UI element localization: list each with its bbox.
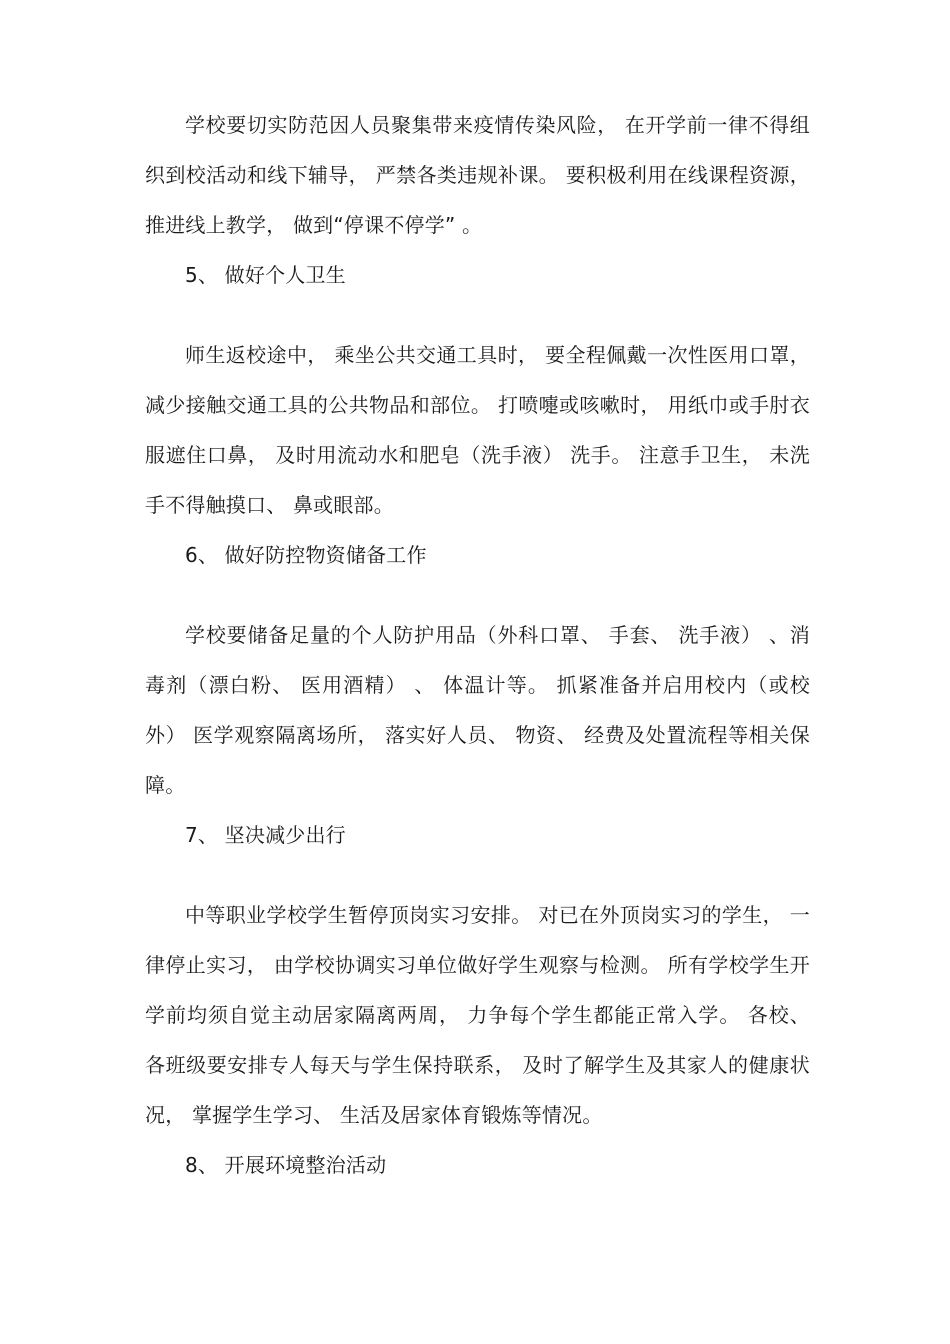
heading-environment-cleanup: 8、 开展环境整治活动 [185, 1153, 387, 1177]
heading-reduce-travel: 7、 坚决减少出行 [185, 823, 346, 847]
paragraph-personal-hygiene: 师生返校途中， 乘坐公共交通工具时， 要全程佩戴一次性医用口罩， 减少接触交通工具的公共物品和部位。 打喷嚏或咳嗽时， 用纸巾或手肘衣服遮住口鼻， 及时用流动水和肥皂（洗手液） 洗手。 注意手卫生， 未洗手不得触摸口、 鼻或眼部。 [145, 343, 810, 517]
document-body [145, 100, 810, 1190]
heading-supplies-reserve: 6、 做好防控物资储备工作 [185, 543, 427, 567]
paragraph-online-teaching: 学校要切实防范因人员聚集带来疫情传染风险， 在开学前一律不得组织到校活动和线下辅导， 严禁各类违规补课。 要积极利用在线课程资源， 推进线上教学， 做到“停课不停学” 。 [145, 113, 810, 237]
paragraph-supplies-reserve: 学校要储备足量的个人防护用品（外科口罩、 手套、 洗手液） 、消毒剂（漂白粉、 医用酒精） 、 体温计等。 抓紧准备并启用校内（或校外） 医学观察隔离场所， 落实好人员、 物资、 经费及处置流程等相关保障。 [145, 623, 810, 797]
spacer [145, 300, 810, 330]
spacer [145, 580, 810, 610]
heading-personal-hygiene: 5、 做好个人卫生 [185, 263, 346, 287]
paragraph-reduce-travel: 中等职业学校学生暂停顶岗实习安排。 对已在外顶岗实习的学生， 一律停止实习， 由学校协调实习单位做好学生观察与检测。 所有学校学生开学前均须自觉主动居家隔离两周， 力争每个学生都能正常入学。 各校、 各班级要安排专人每天与学生保持联系， 及时了解学生及其家人的健康状况， 掌握学生学习、 生活及居家体育锻炼等情况。 [145, 903, 810, 1127]
spacer [145, 860, 810, 890]
